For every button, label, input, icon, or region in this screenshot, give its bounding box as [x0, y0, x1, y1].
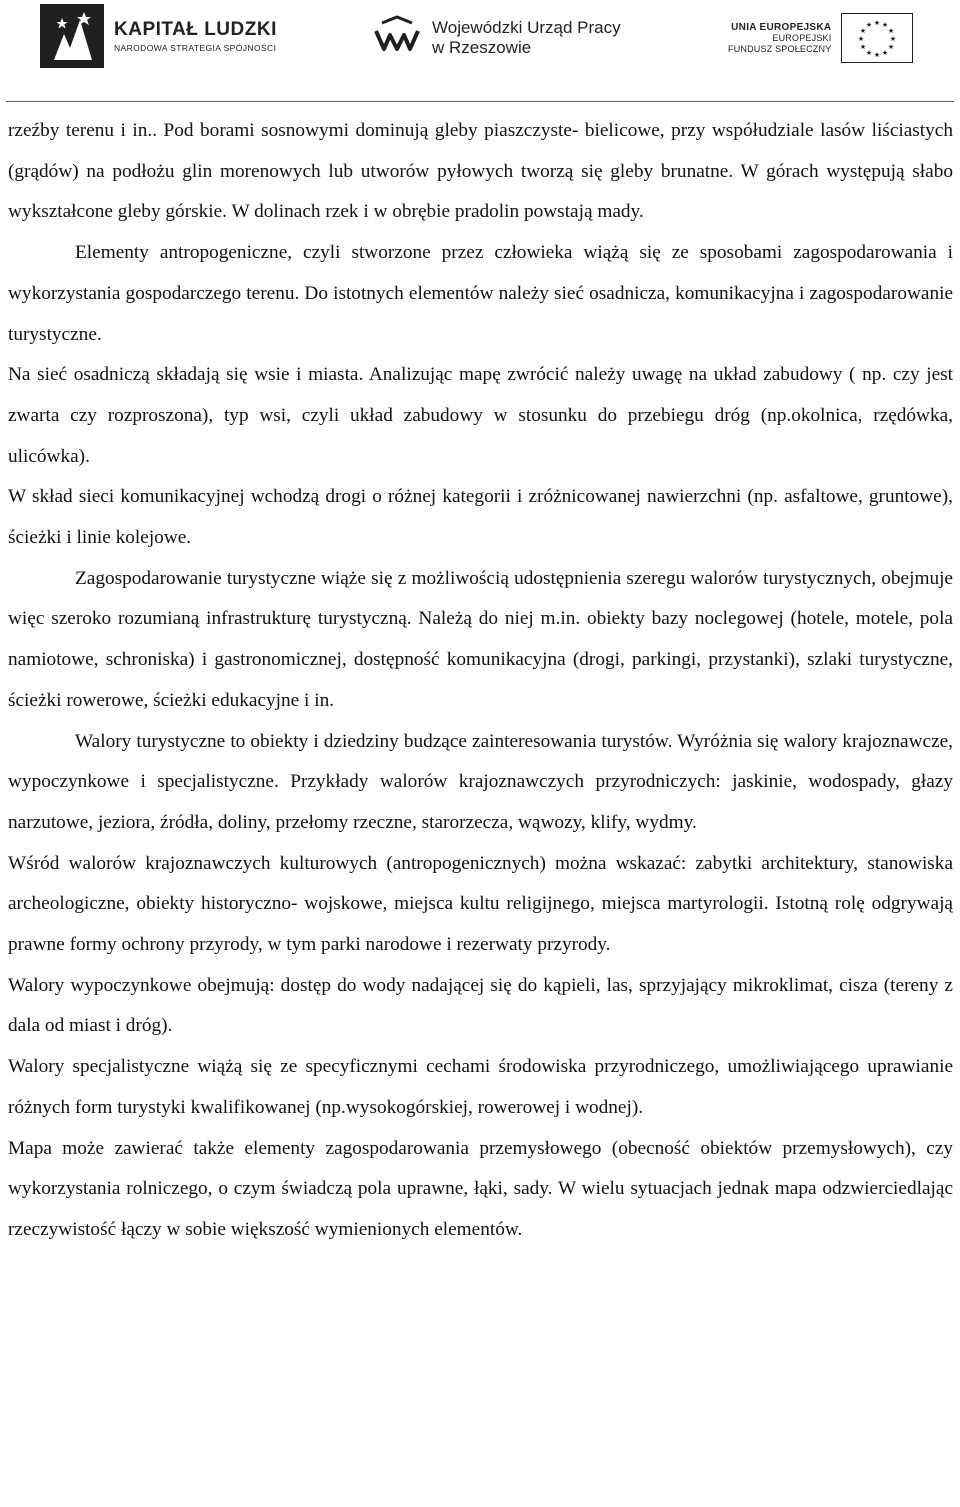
eu-flag-icon — [841, 13, 913, 63]
paragraph-tourist-values: Walory turystyczne to obiekty i dziedziny budzące zainteresowania turystów. Wyróżnia się walory krajoznawcze, wypoczynkowe i specjalistyczne. Przykłady walorów krajoznawczych przyrodniczych: jaskinie, wodospady, głazy narzutowe, jeziora, źródła, doliny, przełomy rzeczne, starorzecza, wąwozy, klify, wydmy. — [8, 730, 953, 833]
paragraph-soils: rzeźby terenu i in.. Pod borami sosnowymi dominują gleby piaszczyste- bielicowe, przy współudziale lasów liściastych (grądów) na podłożu glin morenowych lub utworów pyłowych tworzą się gleby brunatne. W górach występują słabo wykształcone gleby górskie. W dolinach rzek i w obrębie pradolin powstają mady. — [8, 120, 953, 223]
paragraph-specialist-values: Walory specjalistyczne wiążą się ze specyficznymi cechami środowiska przyrodniczego, umożliwiającego uprawianie różnych form turystyki kwalifikowanej (np.wysokogórskiej, rowerowej i wodnej). — [8, 1056, 953, 1118]
svg-text:★: ★ — [882, 49, 889, 57]
eu-logo — [728, 10, 913, 66]
paragraph-cultural-values: Wśród walorów krajoznawczych kulturowych (antropogenicznych) można wskazać: zabytki architektury, stanowiska archeologiczne, obiekty historyczno- wojskowe, miejsca kultu religijnego, miejsca martyrologii. Istotną rolę odgrywają prawne formy ochrony przyrody, w tym parki narodowe i rezerwaty przyrody. — [8, 852, 953, 956]
svg-text:★: ★ — [890, 35, 897, 43]
paragraph-settlement: Na sieć osadniczą składają się wsie i miasta. Analizując mapę zwrócić należy uwagę na układ zabudowy ( np. czy jest zwarta czy rozproszona), typ wsi, czyli układ zabudowy w stosunku do przebiegu dróg (np.okolnica, rzędówka, ulicówka). — [8, 364, 953, 467]
paragraph-transport: W skład sieci komunikacyjnej wchodzą drogi o różnej kategorii i zróżnicowanej nawierzchni (np. asfaltowe, gruntowe), ścieżki i linie kolejowe. — [8, 486, 953, 549]
svg-text:★: ★ — [858, 35, 865, 43]
svg-text:★: ★ — [874, 19, 881, 27]
eu-line2: EUROPEJSKI — [772, 32, 832, 43]
kapital-ludzki-emblem-icon — [40, 4, 104, 68]
document-body — [8, 111, 953, 1251]
eu-line3: FUNDUSZ SPOŁECZNY — [728, 43, 832, 54]
header-divider — [6, 101, 954, 102]
wup-rzeszow-logo — [372, 10, 621, 66]
svg-text:★: ★ — [874, 51, 881, 59]
kapital-ludzki-logo — [40, 4, 277, 68]
wup-name-line2: w Rzeszowie — [432, 38, 532, 57]
svg-text:★: ★ — [866, 49, 873, 57]
wup-name-line1: Wojewódzki Urząd Pracy — [432, 18, 621, 37]
svg-text:★: ★ — [888, 43, 895, 51]
paragraph-leisure-values: Walory wypoczynkowe obejmują: dostęp do wody nadającej się do kąpieli, las, sprzyjający mikroklimat, cisza (tereny z dala od miast i dróg). — [8, 974, 953, 1037]
eu-title: UNIA EUROPEJSKA — [731, 21, 832, 33]
svg-text:★: ★ — [866, 21, 873, 29]
svg-text:★: ★ — [860, 27, 867, 35]
svg-text:★: ★ — [888, 27, 895, 35]
paragraph-anthropogenic: Elementy antropogeniczne, czyli stworzone przez człowieka wiążą się ze sposobami zagospodarowania i wykorzystania gospodarczego terenu. Do istotnych elementów należy sieć osadnicza, komunikacyjna i zagospodarowanie turystyczne. — [8, 242, 953, 345]
paragraph-tourism-development: Zagospodarowanie turystyczne wiąże się z możliwością udostępnienia szeregu walorów turystycznych, obejmuje więc szeroko rozumianą infrastrukturę turystyczną. Należą do niej m.in. obiekty bazy noclegowej (hotele, motele, pola namiotowe, schroniska) i gastronomicznej, dostępność komunikacyjna (drogi, parkingi, przystanki), szlaki turystyczne, ścieżki rowerowe, ścieżki edukacyjne i in. — [8, 567, 953, 711]
paragraph-map-elements: Mapa może zawierać także elementy zagospodarowania przemysłowego (obecność obiektów przemysłowych), czy wykorzystania rolniczego, o czym świadczą pola uprawne, łąki, sady. W wielu sytuacjach jednak mapa odzwierciedlając rzeczywistość łączy w sobie większość wymienionych elementów. — [8, 1137, 953, 1240]
kapital-ludzki-subtitle: NARODOWA STRATEGIA SPÓJNOŚCI — [114, 43, 277, 53]
svg-text:★: ★ — [860, 43, 867, 51]
kapital-ludzki-title: KAPITAŁ LUDZKI — [114, 19, 277, 40]
svg-text:★: ★ — [882, 21, 889, 29]
page-header — [0, 0, 960, 104]
wup-emblem-icon — [372, 13, 422, 63]
